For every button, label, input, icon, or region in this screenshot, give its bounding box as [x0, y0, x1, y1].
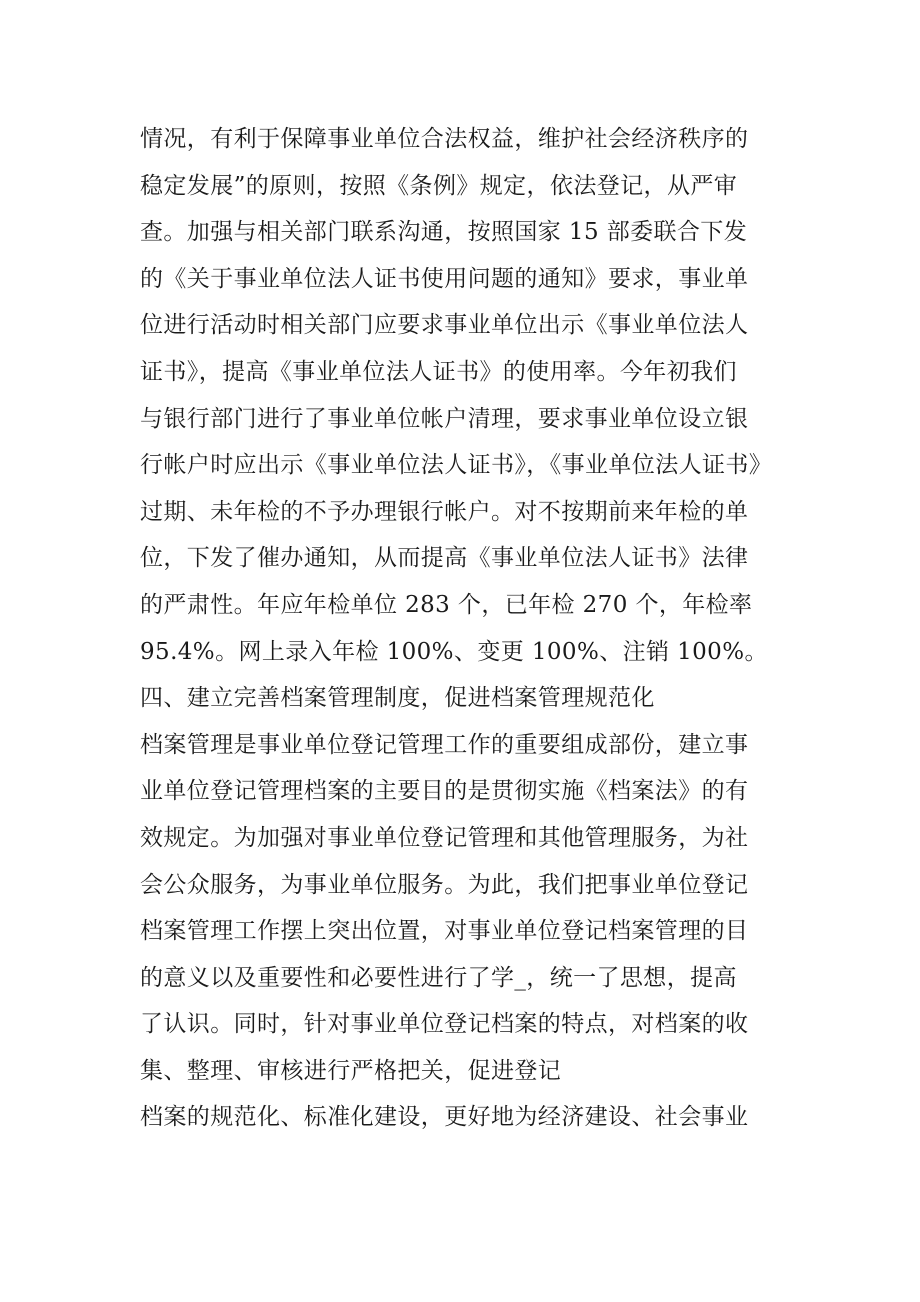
text-line: 位，下发了催办通知，从而提高《事业单位法人证书》法律	[140, 545, 749, 572]
text-line: 稳定发展”的原则，按照《条例》规定，依法登记，从严审	[140, 172, 738, 199]
document-body	[140, 116, 790, 1141]
text-line: 位进行活动时相关部门应要求事业单位出示《事业单位法人	[140, 312, 749, 339]
text-line: 业单位登记管理档案的主要目的是贯彻实施《档案法》的有	[140, 778, 749, 805]
text-line: 情况，有利于保障事业单位合法权益，维护社会经济秩序的	[140, 126, 749, 152]
text-line: 了认识。同时，针对事业单位登记档案的特点，对档案的收	[140, 1011, 749, 1038]
text-line: 的严肃性。年应年检单位 283 个，已年检 270 个，年检率	[140, 591, 753, 618]
text-line: 行帐户时应出示《事业单位法人证书》，《事业单位法人证书》	[140, 452, 773, 479]
text-line: 查。加强与相关部门联系沟通，按照国家 15 部委联合下发	[140, 219, 748, 246]
text-line: 档案的规范化、标准化建设，更好地为经济建设、社会事业	[140, 1104, 749, 1131]
text-line: 过期、未年检的不予办理银行帐户。对不按期前来年检的单	[140, 498, 749, 525]
text-line: 效规定。为加强对事业单位登记管理和其他管理服务，为社	[140, 824, 749, 851]
text-line: 会公众服务，为事业单位服务。为此，我们把事业单位登记	[140, 871, 749, 898]
text-line: 集、整理、审核进行严格把关，促进登记	[140, 1057, 562, 1084]
text-line: 档案管理工作摆上突出位置，对事业单位登记档案管理的目	[140, 918, 749, 945]
text-line: 档案管理是事业单位登记管理工作的重要组成部份，建立事	[140, 731, 749, 758]
text-line: 证书》，提高《事业单位法人证书》的使用率。今年初我们	[140, 358, 737, 385]
text-line: 的《关于事业单位法人证书使用问题的通知》要求，事业单	[140, 265, 749, 292]
text-line: 与银行部门进行了事业单位帐户清理，要求事业单位设立银	[140, 405, 749, 432]
section-heading: 四、建立完善档案管理制度，促进档案管理规范化	[140, 685, 655, 712]
text-line: 95.4%。网上录入年检 100%、变更 100%、注销 100%。	[140, 638, 768, 665]
text-line: 的意义以及重要性和必要性进行了学_，统一了思想，提高	[140, 964, 737, 991]
